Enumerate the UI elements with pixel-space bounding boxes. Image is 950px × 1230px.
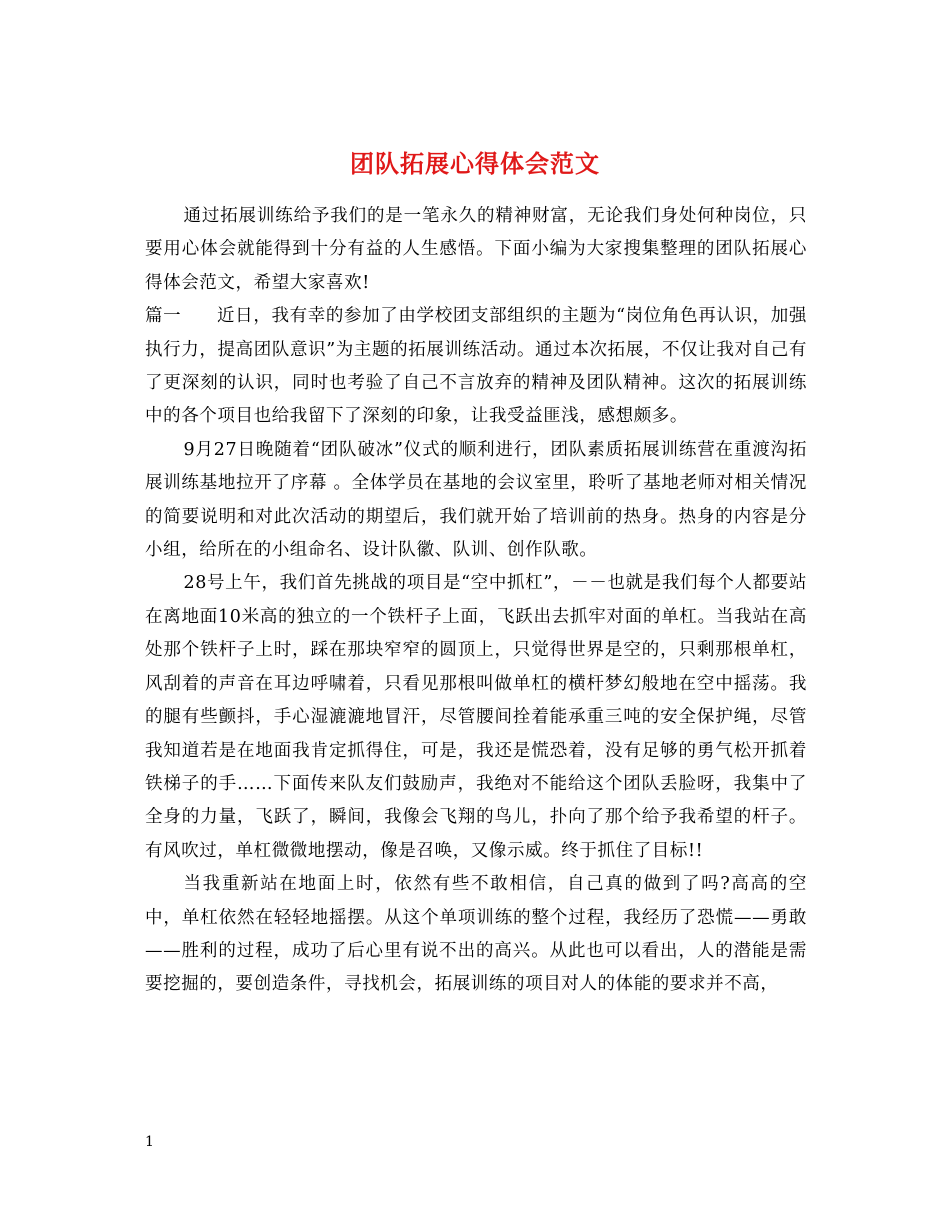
body-paragraph: 当我重新站在地面上时，依然有些不敢相信，自己真的做到了吗?高高的空中，单杠依然在轻轻地摇摆。从这个单项训练的整个过程，我经历了恐慌——勇敢——胜利的过程，成功了后心里有说不出的高兴。从此也可以看出，人的潜能是需要挖掘的，要创造条件，寻找机会，拓展训练的项目对人的体能的要求并不高， (145, 874, 807, 995)
section-label: 篇一 (145, 306, 182, 327)
section-one-paragraph (145, 300, 807, 434)
section-one-text: 近日，我有幸的参加了由学校团支部组织的主题为“岗位角色再认识，加强执行力，提高团队意识”为主题的拓展训练活动。通过本次拓展，不仅让我对自己有了更深刻的认识，同时也考验了自己不言放弃的精神及团队精神。这次的拓展训练中的各个项目也给我留下了深刻的印象，让我受益匪浅，感想颇多。 (145, 306, 807, 427)
body-paragraph: 28号上午，我们首先挑战的项目是“空中抓杠”，－－也就是我们每个人都要站在离地面10米高的独立的一个铁杆子上面，飞跃出去抓牢对面的单杠。当我站在高处那个铁杆子上时，踩在那块窄窄的圆顶上，只觉得世界是空的，只剩那根单杠，风刮着的声音在耳边呼啸着，只看见那根叫做单杠的横杆梦幻般地在空中摇荡。我的腿有些颤抖，手心湿漉漉地冒汗，尽管腰间拴着能承重三吨的安全保护绳，尽管我知道若是在地面我肯定抓得住，可是，我还是慌恐着，没有足够的勇气松开抓着铁梯子的手……下面传来队友们鼓励声，我绝对不能给这个团队丢脸呀，我集中了全身的力量，飞跃了，瞬间，我像会飞翔的鸟儿，扑向了那个给予我希望的杆子。有风吹过，单杠微微地摆动，像是召唤，又像示威。终于抓住了目标!! (145, 573, 807, 861)
intro-paragraph: 通过拓展训练给予我们的是一笔永久的精神财富，无论我们身处何种岗位，只要用心体会就能得到十分有益的人生感悟。下面小编为大家搜集整理的团队拓展心得体会范文，希望大家喜欢! (145, 206, 807, 293)
document-body (145, 200, 807, 1002)
body-paragraph: 9月27日晚随着“团队破冰”仪式的顺利进行，团队素质拓展训练营在重渡沟拓展训练基地拉开了序幕 。全体学员在基地的会议室里，聆听了基地老师对相关情况的简要说明和对此次活动的期望后，我们就开始了培训前的热身。热身的内容是分小组，给所在的小组命名、设计队徽、队训、创作队歌。 (145, 439, 807, 561)
page-number: 1 (145, 1134, 154, 1150)
document-title: 团队拓展心得体会范文 (350, 149, 600, 179)
